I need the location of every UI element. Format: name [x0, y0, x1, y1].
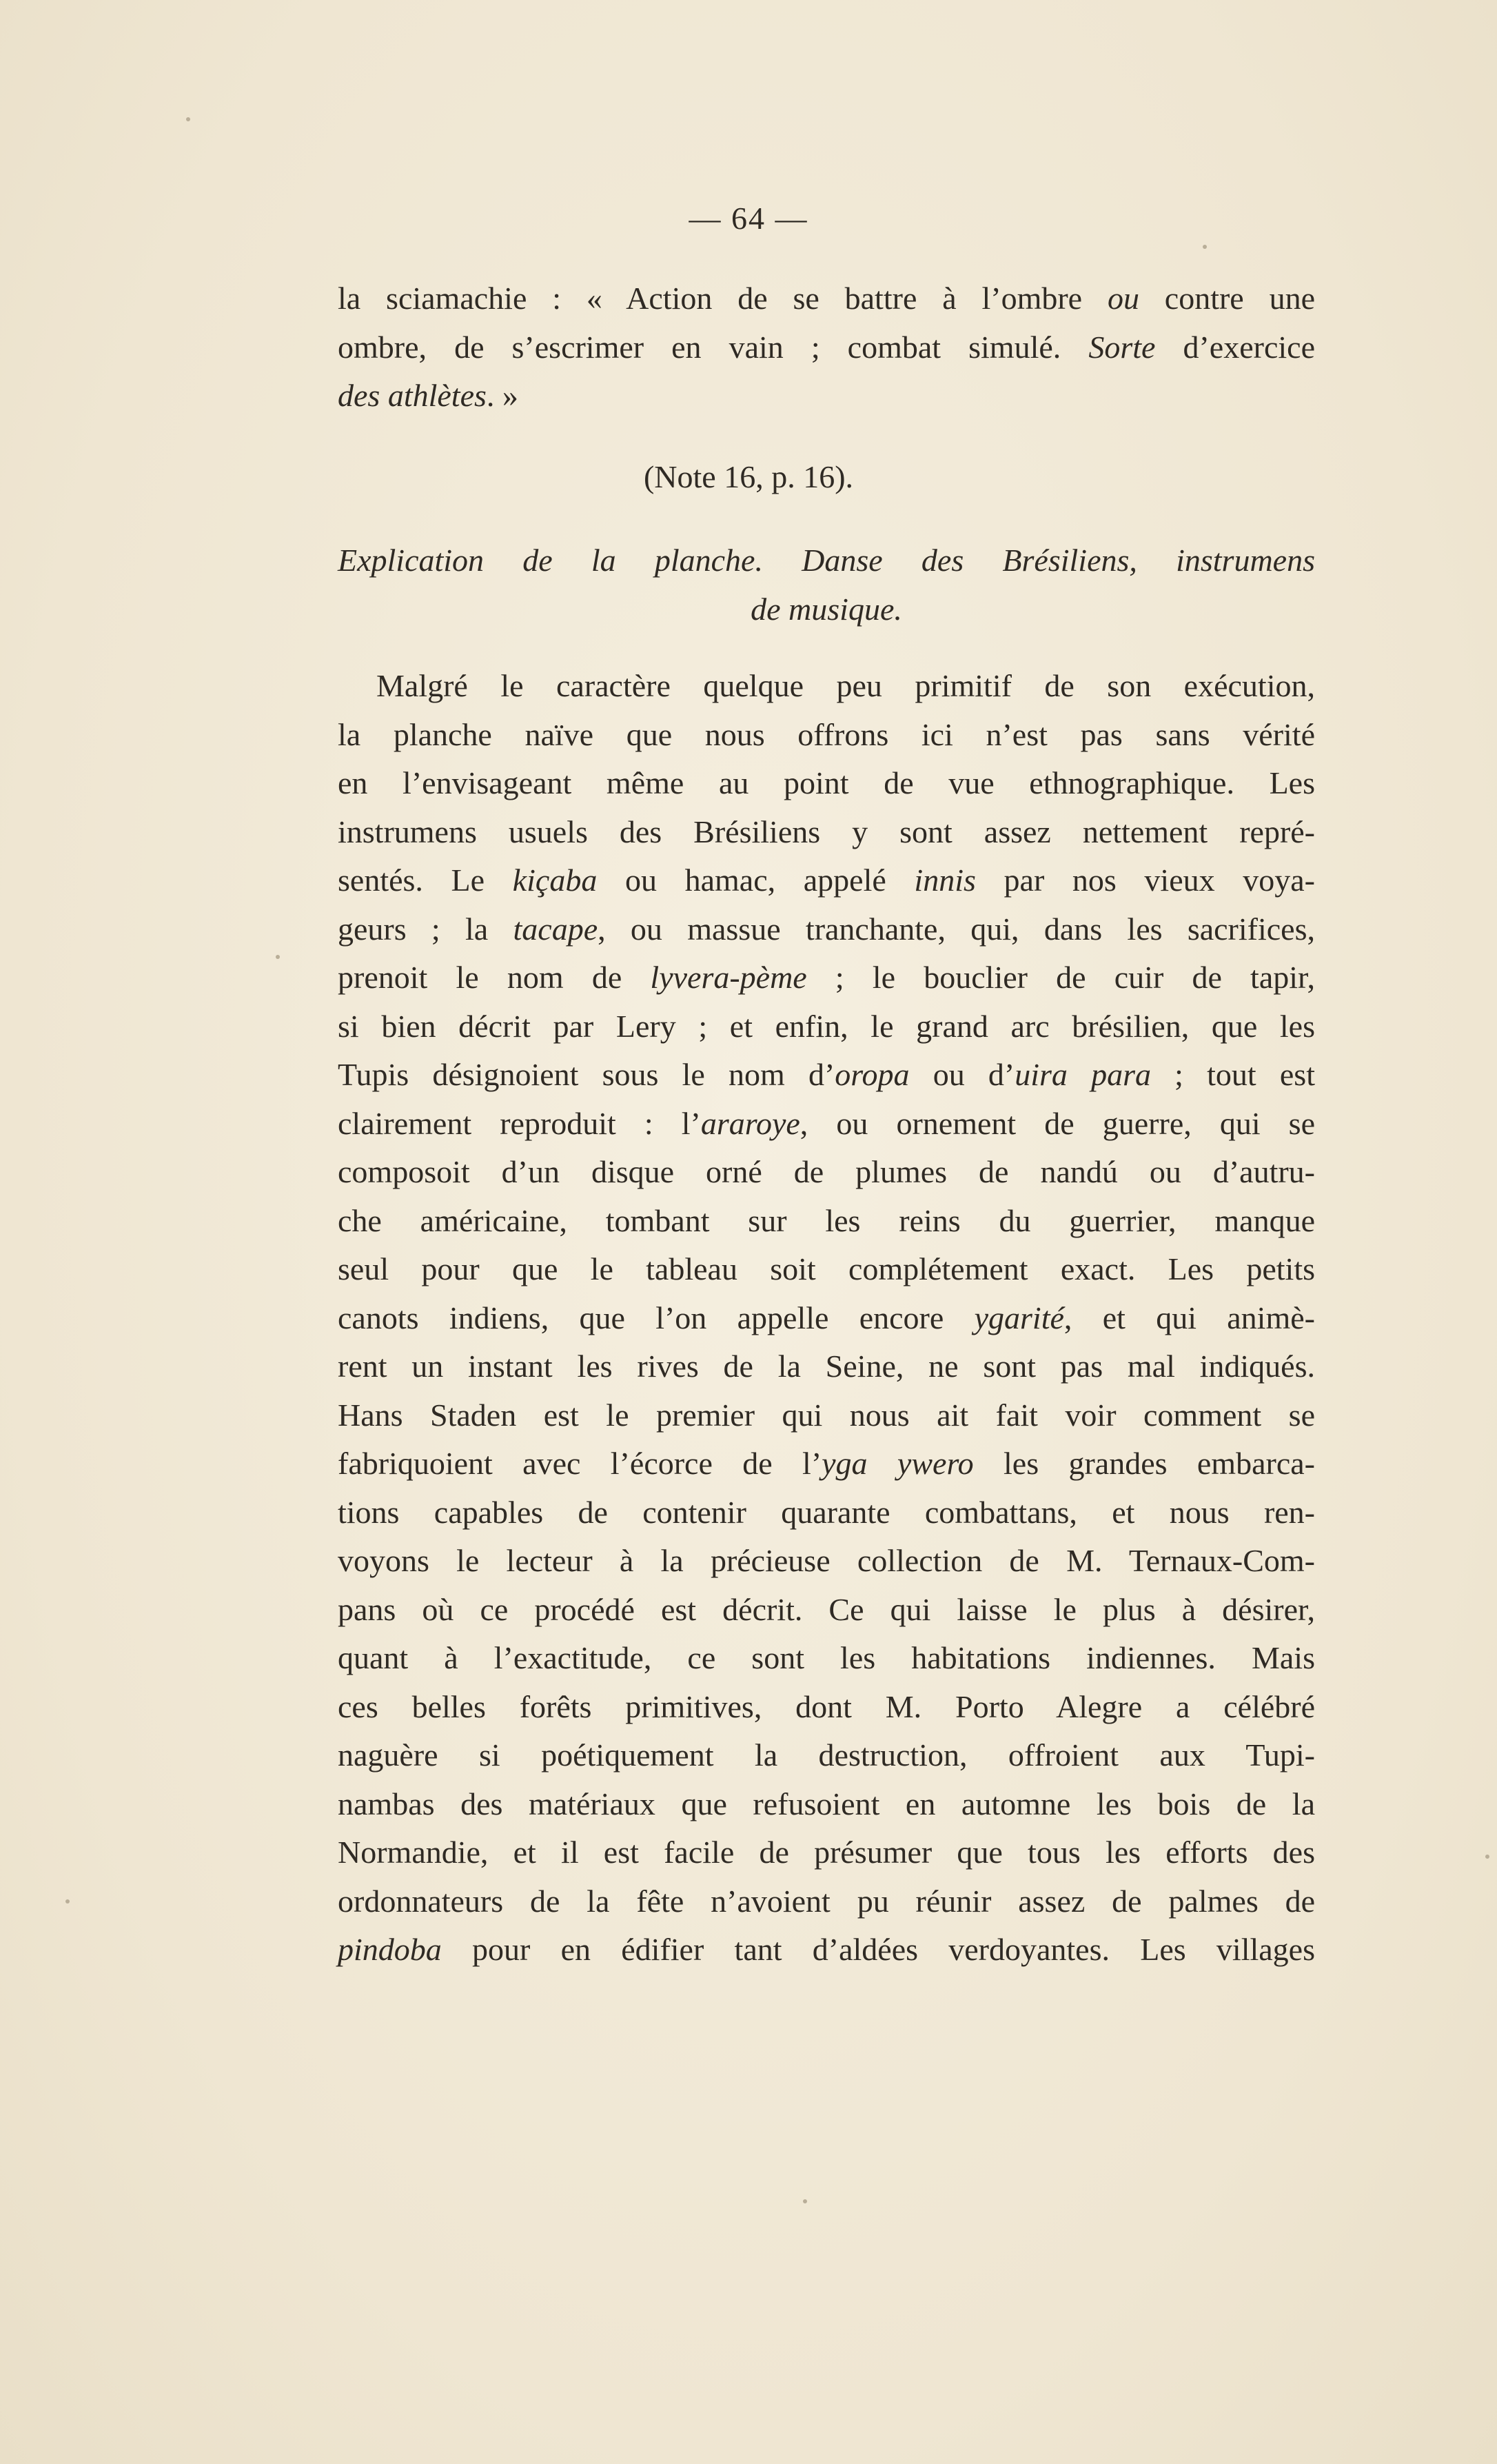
- text-line: Normandie, et il est facile de présumer que tous les efforts des: [338, 1835, 1315, 1870]
- text-line: la planche naïve que nous offrons ici n’est pas sans vérité: [338, 716, 1315, 752]
- text-line: sentés. Le kiçaba ou hamac, appelé innis par nos vieux voya-: [338, 862, 1315, 898]
- text-line: voyons le lecteur à la précieuse collection de M. Ternaux-Com-: [338, 1543, 1315, 1578]
- text-line: clairement reproduit : l’araroye, ou ornement de guerre, qui se: [338, 1105, 1315, 1141]
- text-line: quant à l’exactitude, ce sont les habitations indiennes. Mais: [338, 1640, 1315, 1675]
- text-line: la sciamachie : « Action de se battre à l’ombre ou contre une: [338, 281, 1315, 316]
- text-line: nambas des matériaux que refusoient en automne les bois de la: [338, 1786, 1315, 1821]
- text-line: des athlètes. »: [338, 378, 518, 413]
- text-line: che américaine, tombant sur les reins du guerrier, manque: [338, 1202, 1315, 1238]
- heading-line: Explication de la planche. Danse des Brésiliens, instrumens: [338, 543, 1315, 578]
- text-line: rent un instant les rives de la Seine, ne sont pas mal indiqués.: [338, 1349, 1315, 1384]
- text-line: composoit d’un disque orné de plumes de nandú ou d’autru-: [338, 1154, 1315, 1189]
- note-reference: (Note 16, p. 16).: [643, 459, 854, 494]
- paper-speck: [1203, 245, 1207, 249]
- text-line: canots indiens, que l’on appelle encore ygarité, et qui animè-: [338, 1300, 1315, 1335]
- heading-line: de musique.: [751, 591, 902, 627]
- text-line: prenoit le nom de lyvera-pème ; le bouclier de cuir de tapir,: [338, 960, 1315, 995]
- paper-speck: [65, 1899, 70, 1903]
- text-line: pindoba pour en édifier tant d’aldées verdoyantes. Les villages: [338, 1932, 1315, 1967]
- opening-quote-block: [338, 274, 1315, 421]
- body-paragraph: [338, 662, 1315, 1975]
- page-number: — 64 —: [689, 201, 808, 236]
- text-line: ordonnateurs de la fête n’avoient pu réunir assez de palmes de: [338, 1883, 1315, 1919]
- text-line: fabriquoient avec l’écorce de l’yga ywero les grandes embarca-: [338, 1446, 1315, 1481]
- text-line: si bien décrit par Lery ; et enfin, le grand arc brésilien, que les: [338, 1008, 1315, 1044]
- paper-speck: [276, 955, 280, 959]
- text-line: ombre, de s’escrimer en vain ; combat simulé. Sorte d’exercice: [338, 329, 1315, 365]
- text-line: en l’envisageant même au point de vue ethnographique. Les: [338, 765, 1315, 800]
- text-line: tions capables de contenir quarante combattans, et nous ren-: [338, 1494, 1315, 1530]
- text-line: ces belles forêts primitives, dont M. Porto Alegre a célébré: [338, 1688, 1315, 1724]
- paper-speck: [1485, 1855, 1489, 1859]
- text-line: seul pour que le tableau soit complétement exact. Les petits: [338, 1251, 1315, 1286]
- text-line: instrumens usuels des Brésiliens y sont assez nettement repré-: [338, 814, 1315, 849]
- text-line: Hans Staden est le premier qui nous ait fait voir comment se: [338, 1397, 1315, 1433]
- text-line: Malgré le caractère quelque peu primitif de son exécution,: [376, 668, 1315, 703]
- text-line: naguère si poétiquement la destruction, offroient aux Tupi-: [338, 1737, 1315, 1773]
- section-heading: [338, 536, 1315, 634]
- text-line: pans où ce procédé est décrit. Ce qui laisse le plus à désirer,: [338, 1591, 1315, 1627]
- text-line: geurs ; la tacape, ou massue tranchante, qui, dans les sacrifices,: [338, 911, 1315, 947]
- text-line: Tupis désignoient sous le nom d’oropa ou d’uira para ; tout est: [338, 1057, 1315, 1092]
- paper-speck: [803, 2199, 807, 2203]
- paper-speck: [186, 117, 190, 121]
